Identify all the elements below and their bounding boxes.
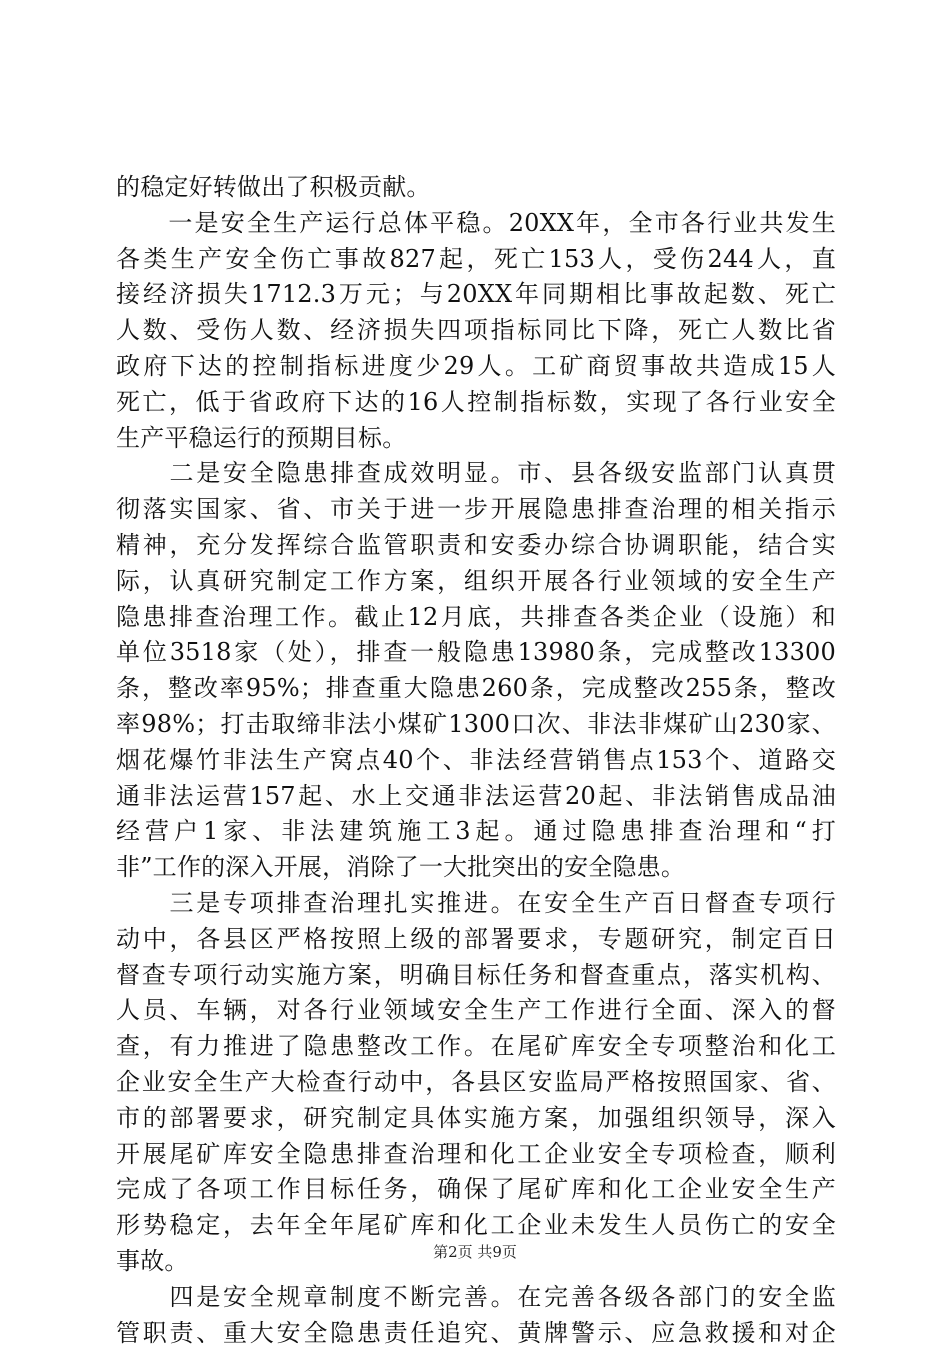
text-line: 际，认真研究制定工作方案，组织开展各行业领域的安全生产 (116, 564, 836, 600)
text-line: 开展尾矿库安全隐患排查治理和化工企业安全专项检查，顺利 (116, 1137, 836, 1173)
text-line: 市的部署要求，研究制定具体实施方案，加强组织领导，深入 (116, 1101, 836, 1137)
text-line: 政府下达的控制指标进度少29人。工矿商贸事故共造成15人 (116, 349, 836, 385)
text-line: 形势稳定，去年全年尾矿库和化工企业未发生人员伤亡的安全 (116, 1208, 836, 1244)
paragraph (116, 1280, 836, 1351)
text-line: 人数、受伤人数、经济损失四项指标同比下降，死亡人数比省 (116, 313, 836, 349)
text-line: 查，有力推进了隐患整改工作。在尾矿库安全专项整治和化工 (116, 1029, 836, 1065)
text-line: 烟花爆竹非法生产窝点40个、非法经营销售点153个、道路交 (116, 743, 836, 779)
text-line: 督查专项行动实施方案，明确目标任务和督查重点，落实机构、 (116, 958, 836, 994)
text-line: 各类生产安全伤亡事故827起，死亡153人，受伤244人，直 (116, 242, 836, 278)
text-line: 非”工作的深入开展，消除了一大批突出的安全隐患。 (116, 850, 836, 886)
text-line: 管职责、重大安全隐患责任追究、黄牌警示、应急救援和对企 (116, 1316, 836, 1351)
text-line: 接经济损失1712.3万元；与20XX年同期相比事故起数、死亡 (116, 277, 836, 313)
text-line: 单位3518家（处），排查一般隐患13980条，完成整改13300 (116, 635, 836, 671)
text-line: 率98%；打击取缔非法小煤矿1300口次、非法非煤矿山230家、 (116, 707, 836, 743)
text-line: 生产平稳运行的预期目标。 (116, 421, 836, 457)
text-line: 通非法运营157起、水上交通非法运营20起、非法销售成品油 (116, 779, 836, 815)
text-line: 死亡，低于省政府下达的16人控制指标数，实现了各行业安全 (116, 385, 836, 421)
text-line: 完成了各项工作目标任务，确保了尾矿库和化工企业安全生产 (116, 1172, 836, 1208)
page-footer (0, 1242, 950, 1262)
text-line: 经营户1家、非法建筑施工3起。通过隐患排查治理和“打 (116, 814, 836, 850)
document-body (116, 170, 836, 1351)
paragraph (116, 886, 836, 1280)
text-line: 人员、车辆，对各行业领域安全生产工作进行全面、深入的督 (116, 993, 836, 1029)
paragraph (116, 206, 836, 457)
text-line: 事故。 (116, 1244, 836, 1280)
page-number-label: 第2页 共9页 (433, 1243, 517, 1261)
text-line: 精神，充分发挥综合监管职责和安委办综合协调职能，结合实 (116, 528, 836, 564)
text-line: 三是专项排查治理扎实推进。在安全生产百日督查专项行 (116, 886, 836, 922)
text-line: 动中，各县区严格按照上级的部署要求，专题研究，制定百日 (116, 922, 836, 958)
text-line: 彻落实国家、省、市关于进一步开展隐患排查治理的相关指示 (116, 492, 836, 528)
text-line: 条，整改率95%；排查重大隐患260条，完成整改255条，整改 (116, 671, 836, 707)
text-line: 四是安全规章制度不断完善。在完善各级各部门的安全监 (116, 1280, 836, 1316)
text-line: 企业安全生产大检查行动中，各县区安监局严格按照国家、省、 (116, 1065, 836, 1101)
text-line: 隐患排查治理工作。截止12月底，共排查各类企业（设施）和 (116, 600, 836, 636)
paragraph (116, 170, 836, 206)
paragraph (116, 456, 836, 886)
text-line: 一是安全生产运行总体平稳。20XX年，全市各行业共发生 (116, 206, 836, 242)
text-line: 二是安全隐患排查成效明显。市、县各级安监部门认真贯 (116, 456, 836, 492)
text-line: 的稳定好转做出了积极贡献。 (116, 170, 836, 206)
